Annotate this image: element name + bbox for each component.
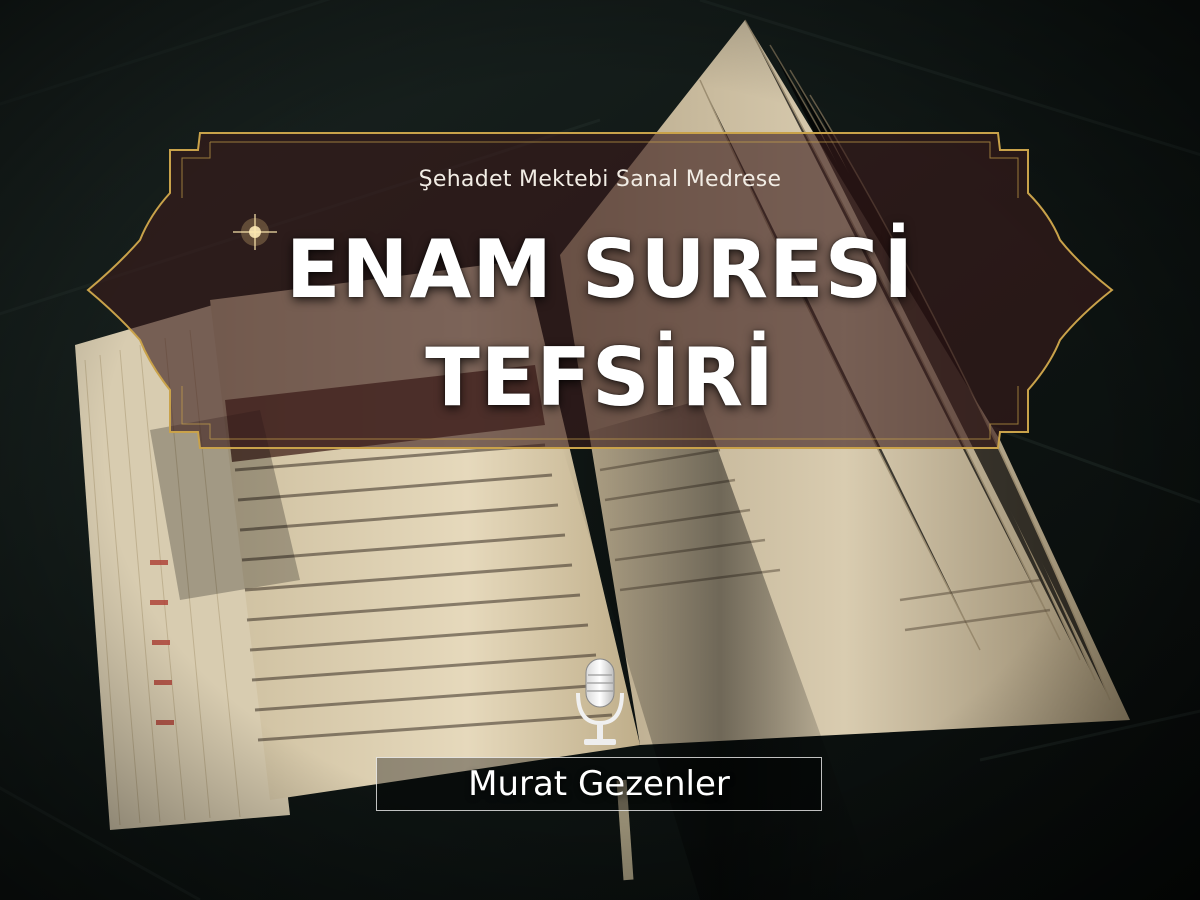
speaker-name-box [376,757,822,811]
title-line-1: ENAM SURESİ [285,223,915,316]
microphone-icon [568,655,632,755]
title-line-2: TEFSİRİ [425,331,775,424]
subtitle: Şehadet Mektebi Sanal Medrese [418,167,782,192]
speaker-name: Murat Gezenler [468,764,730,804]
